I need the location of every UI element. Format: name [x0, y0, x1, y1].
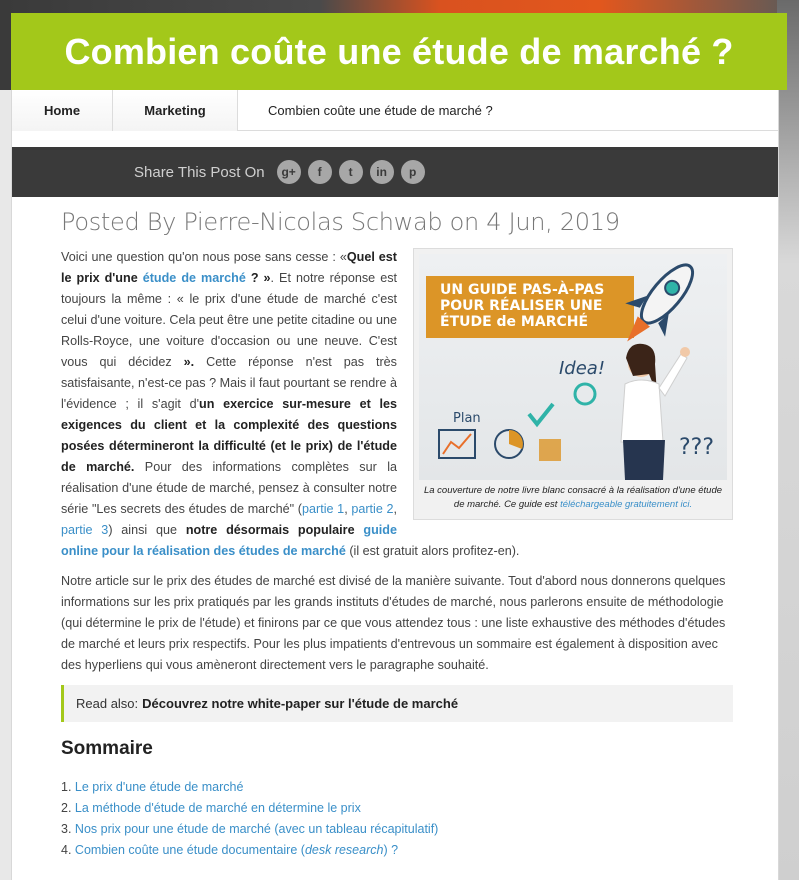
toc-item: 1. Le prix d'une étude de marché [61, 780, 244, 794]
google-plus-icon[interactable]: g+ [277, 160, 301, 184]
overview-paragraph: Notre article sur le prix des études de marché est divisé de la manière suivante. Tout d'abord nous donnerons quelques informations sur les prix pratiqués par les grands instituts d'études de marché, nous parlerons ensuite de méthodologie (qui détermine le prix de l'étude) et finirons par ce que vous attendez tous : une liste exhaustive des méthodes d'études de marché et leurs prix respectifs. Pour les plus impatients d'entrevous un sommaire est également à disposition avec des hyperliens qui vous amèneront directement vers le paragraphe souhaité. [61, 574, 726, 672]
read-also-link[interactable]: Découvrez notre white-paper sur l'étude de marché [142, 696, 459, 711]
background-right-edge [777, 0, 799, 880]
guide-online-link[interactable]: guide online pour la réalisation des études de marché [61, 523, 397, 558]
toc-link-2[interactable]: La méthode d'étude de marché en détermine le prix [74, 801, 361, 815]
share-bar [12, 147, 778, 197]
sommaire-list [61, 777, 733, 861]
pinterest-icon[interactable]: p [401, 160, 425, 184]
svg-text:Plan: Plan [453, 411, 481, 426]
page-title: Combien coûte une étude de marché ? [64, 30, 734, 72]
twitter-icon[interactable]: t [339, 160, 363, 184]
share-label: Share This Post On [134, 163, 265, 181]
cover-caption: La couverture de notre livre blanc consacré à la réalisation d'une étude de marché. Ce guide est téléchargeable gratuitement ici. [423, 485, 723, 510]
intro-paragraph: Voici une question qu'on nous pose sans cesse : «Quel est le prix d'une étude de marché ? ». Et notre réponse est toujours la même : « le prix d'une étude de marché c'est celui d'une voiture. Cela peut être une petite citadine ou une Rolls-Royce, une voiture d'occasion ou une neuve. C'est vous qui décidez ». Cette réponse n'est pas très satisfaisante, n'est-ce pas ? Mais il faut pourtant se rendre à l'évidence ; il s'agit d'un exercice sur-mesure et les exigences du client et la complexité des questions posées détermineront la difficulté (et le prix) de l'étude de marché. Pour des informations complètes sur la réalisation d'une étude de marché, pensez à consulter notre série "Les secrets des études de marché" (partie 1, partie 2, partie 3) ainsi que notre désormais populaire guide online pour la réalisation des études de marché (il est gratuit alors profitez-en). [61, 250, 520, 558]
article-body [61, 247, 733, 861]
linkedin-icon[interactable]: in [370, 160, 394, 184]
title-banner [11, 13, 787, 90]
cover-banner-text: UN GUIDE PAS-À-PAS POUR RÉALISER UNE ÉTUDE de MARCHÉ [426, 276, 634, 338]
toc-link-4[interactable]: Combien coûte une étude documentaire (desk research) ? [74, 843, 399, 857]
breadcrumb-marketing-link[interactable]: Marketing [113, 90, 238, 131]
toc-item: 3. Nos prix pour une étude de marché (avec un tableau récapitulatif) [61, 822, 439, 836]
toc-item: 2. La méthode d'étude de marché en détermine le prix [61, 801, 361, 815]
cover-image[interactable] [419, 254, 727, 480]
content-page [11, 90, 779, 880]
svg-text:???: ??? [679, 435, 715, 460]
etude-de-marche-link[interactable]: étude de marché [142, 271, 246, 285]
partie-2-link[interactable]: partie 2 [351, 502, 394, 516]
svg-text:Idea!: Idea! [559, 358, 606, 379]
download-guide-link[interactable]: téléchargeable gratuitement ici. [560, 499, 693, 510]
toc-link-1[interactable]: Le prix d'une étude de marché [74, 780, 244, 794]
cover-figure [413, 248, 733, 520]
breadcrumb-home-link[interactable]: Home [12, 90, 113, 131]
read-also-box [61, 685, 733, 722]
toc-link-3[interactable]: Nos prix pour une étude de marché (avec un tableau récapitulatif) [74, 822, 439, 836]
facebook-icon[interactable]: f [308, 160, 332, 184]
breadcrumb-current: Combien coûte une étude de marché ? [268, 102, 493, 118]
partie-3-link[interactable]: partie 3 [61, 523, 109, 537]
cover-illustration [419, 254, 727, 480]
read-also-label: Read also: [76, 696, 139, 711]
toc-item: 4. Combien coûte une étude documentaire (desk research) ? [61, 843, 399, 857]
partie-1-link[interactable]: partie 1 [302, 502, 345, 516]
sommaire-heading: Sommaire [61, 738, 153, 759]
breadcrumb [12, 90, 778, 131]
post-meta: Posted By Pierre-Nicolas Schwab on 4 Jun, 2019 [61, 208, 620, 236]
